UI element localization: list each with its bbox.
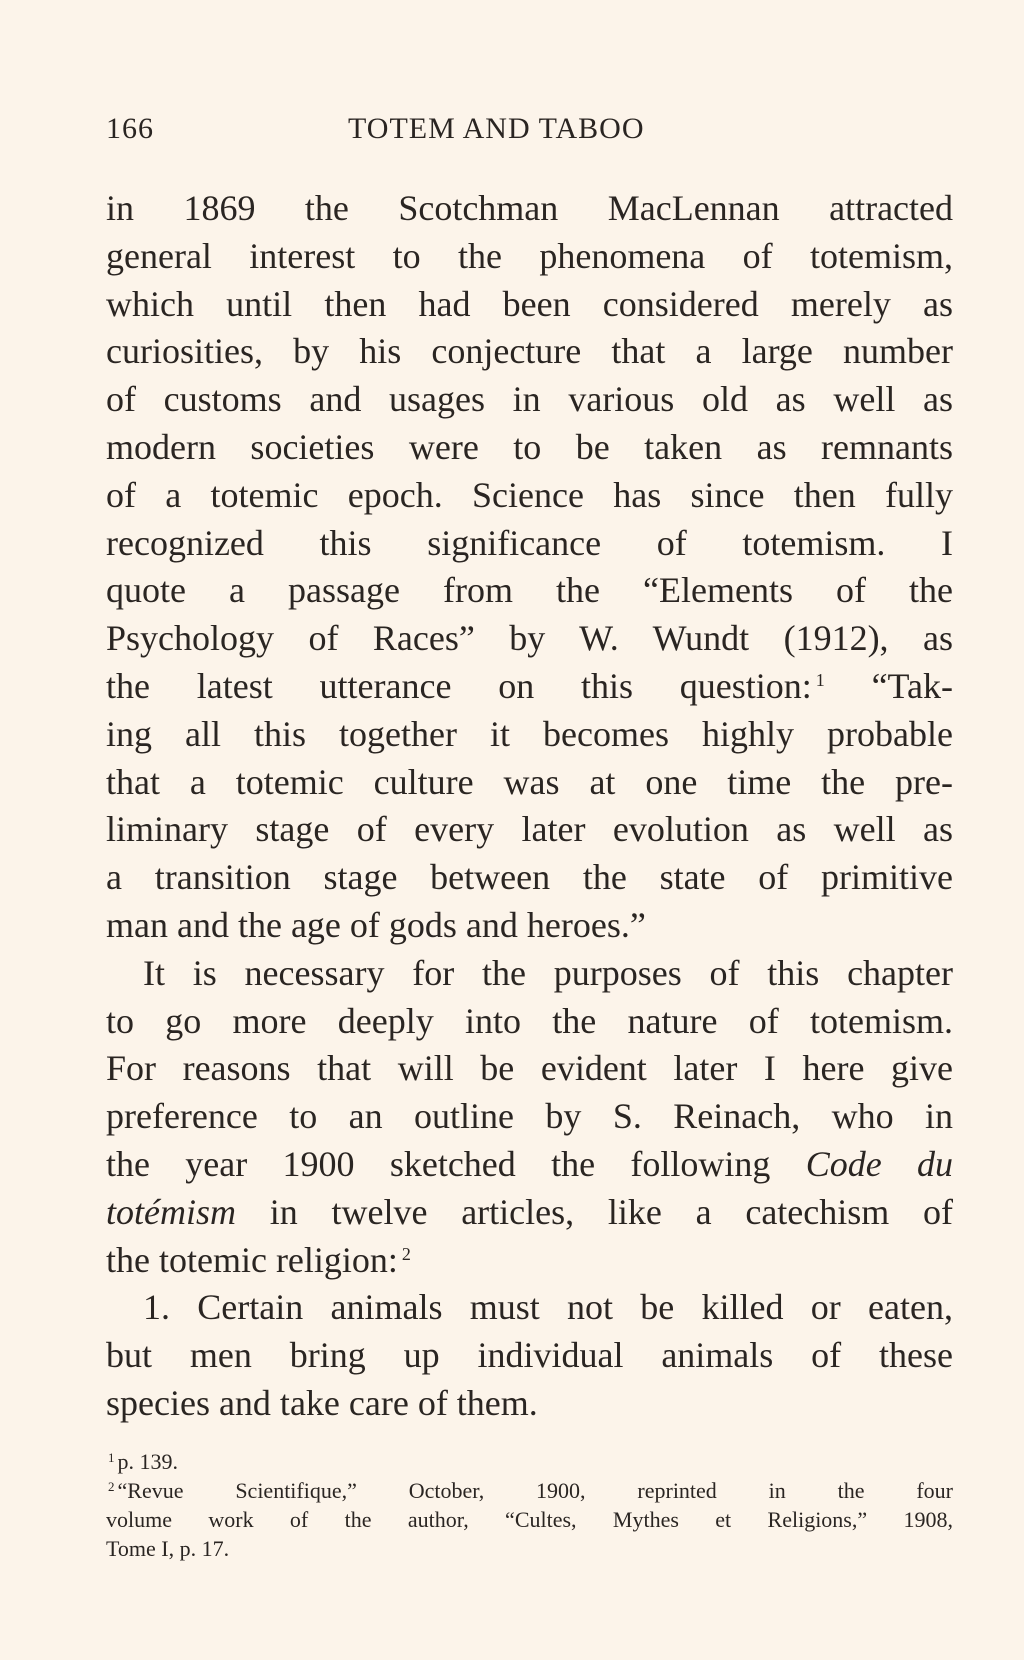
text-run: general interest to the phenomena of totemism, <box>106 235 953 276</box>
text-run: Tome I, p. 17. <box>106 1536 230 1561</box>
text-run: of a totemic epoch. Science has since then fully <box>106 474 953 515</box>
text-run: volume work of the author, “Cultes, Mythes et Religions,” 1908, <box>106 1507 953 1532</box>
text-run: modern societies were to be taken as remnants <box>106 426 953 467</box>
page-number: 166 <box>106 112 154 145</box>
italic-text: totémism <box>106 1191 236 1232</box>
text-run: For reasons that will be evident later I here give <box>106 1048 953 1089</box>
text-run: of customs and usages in various old as well as <box>106 379 953 420</box>
text-run: in twelve articles, like a catechism of <box>236 1191 953 1232</box>
text-line <box>106 1380 953 1428</box>
text-line <box>106 663 953 711</box>
running-title: TOTEM AND TABOO <box>348 112 645 145</box>
text-run: man and the age of gods and heroes.” <box>106 904 646 945</box>
text-run: but men bring up individual animals of these <box>106 1335 953 1376</box>
italic-text: Code du <box>805 1143 953 1184</box>
text-line <box>106 1332 953 1380</box>
text-line <box>106 759 953 807</box>
text-run: p. 139. <box>117 1449 178 1474</box>
text-run: the totemic religion: <box>106 1239 398 1280</box>
text-line <box>106 328 953 376</box>
text-line <box>106 567 953 615</box>
text-line <box>106 1045 953 1093</box>
body-text <box>106 185 953 1428</box>
text-line <box>106 854 953 902</box>
text-line <box>106 902 953 950</box>
text-run: ing all this together it becomes highly probable <box>106 713 953 754</box>
text-run: the year 1900 sketched the following <box>106 1143 806 1184</box>
text-run: 1. Certain animals must not be killed or eaten, <box>143 1287 953 1328</box>
footnote-line <box>106 1447 953 1476</box>
text-line <box>106 233 953 281</box>
footnote-line <box>106 1505 953 1534</box>
text-run: the latest utterance on this question: <box>106 665 812 706</box>
text-line <box>106 806 953 854</box>
footnote-marker: 2 <box>108 1479 115 1494</box>
text-run: species and take care of them. <box>106 1382 538 1423</box>
text-line <box>106 711 953 759</box>
text-run: preference to an outline by S. Reinach, who in <box>106 1096 953 1137</box>
text-line <box>106 281 953 329</box>
text-run: to go more deeply into the nature of totemism. <box>106 1000 953 1041</box>
page-header <box>106 112 706 152</box>
text-run: curiosities, by his conjecture that a large number <box>106 331 953 372</box>
text-line <box>106 424 953 472</box>
text-run: liminary stage of every later evolution as well as <box>106 809 953 850</box>
text-run: quote a passage from the “Elements of the <box>106 570 953 611</box>
text-line <box>106 1189 953 1237</box>
text-line <box>106 185 953 233</box>
text-run: recognized this significance of totemism. I <box>106 522 953 563</box>
text-line <box>106 1093 953 1141</box>
footnote-marker: 1 <box>815 669 825 690</box>
text-run: “Revue Scientifique,” October, 1900, reprinted in the four <box>117 1478 953 1503</box>
text-line <box>106 520 953 568</box>
text-line <box>106 1141 953 1189</box>
text-line <box>106 615 953 663</box>
text-line <box>106 1284 953 1332</box>
text-line <box>106 472 953 520</box>
text-run: a transition stage between the state of primitive <box>106 857 953 898</box>
text-run: which until then had been considered merely as <box>106 283 953 324</box>
text-line <box>106 998 953 1046</box>
footnote-line <box>106 1534 953 1563</box>
footnote-marker: 2 <box>401 1243 411 1264</box>
text-run: It is necessary for the purposes of this chapter <box>143 952 953 993</box>
footnote-marker: 1 <box>108 1450 115 1465</box>
text-line <box>106 950 953 998</box>
text-run: Psychology of Races” by W. Wundt (1912), as <box>106 618 953 659</box>
text-line <box>106 376 953 424</box>
text-line <box>106 1237 953 1285</box>
text-run: “Tak- <box>824 665 954 706</box>
text-run: that a totemic culture was at one time the pre- <box>106 761 953 802</box>
text-run: in 1869 the Scotchman MacLennan attracted <box>106 188 953 228</box>
footnotes <box>106 1447 953 1563</box>
footnote-line <box>106 1476 953 1505</box>
